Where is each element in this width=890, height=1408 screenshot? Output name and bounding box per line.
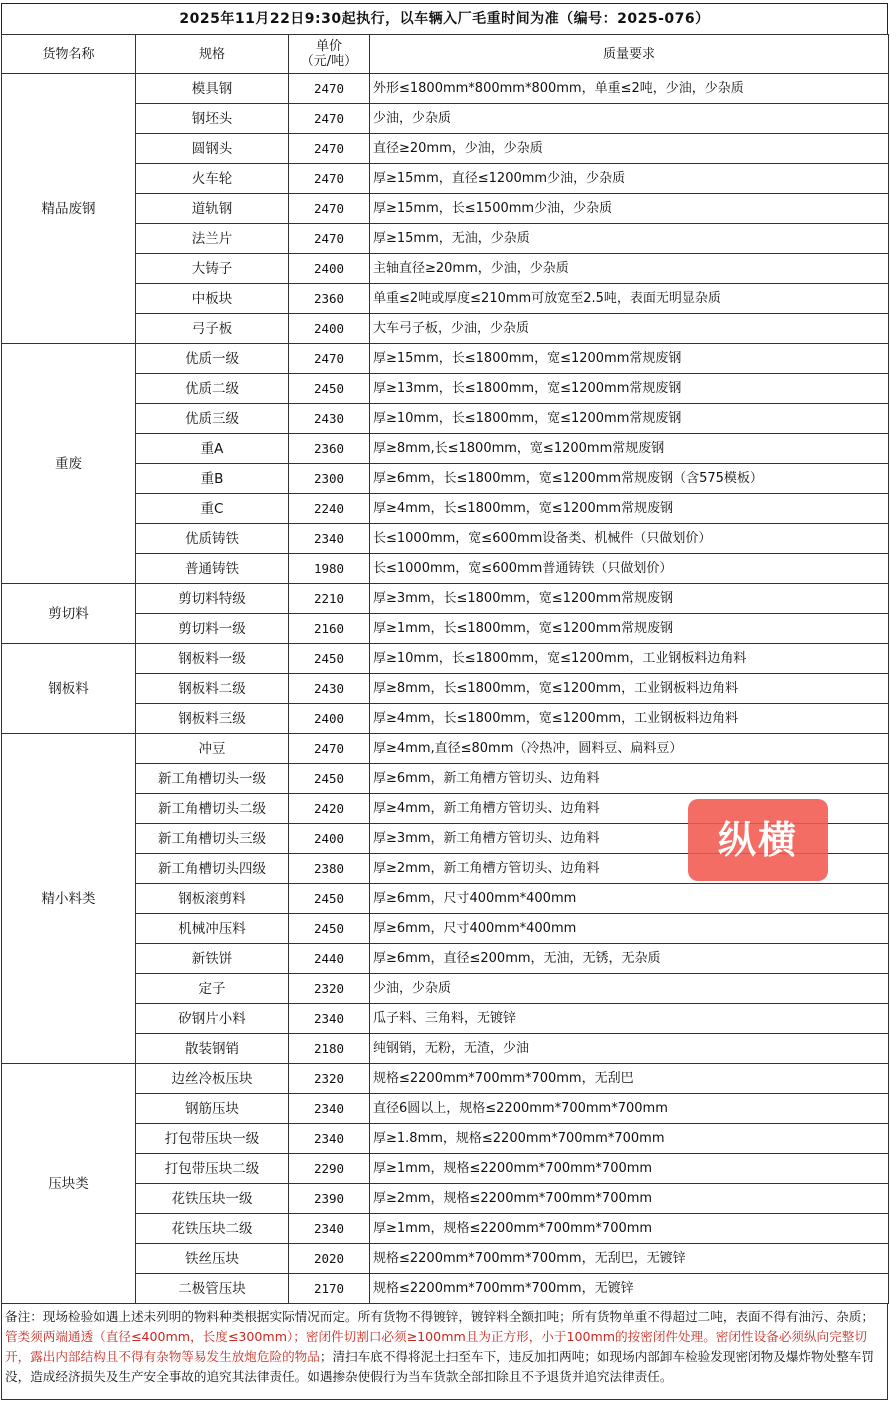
quality-cell: 长≤1000mm，宽≤600mm普通铸铁（只做划价） [370,554,889,584]
spec-cell: 优质二级 [136,374,289,404]
table-row [2,134,889,164]
price-cell: 2400 [289,704,370,734]
spec-cell: 钢坯头 [136,104,289,134]
quality-cell: 厚≥8mm，长≤1800mm，宽≤1200mm，工业钢板料边角料 [370,674,889,704]
category-cell: 精品废钢 [2,74,136,344]
price-cell: 2320 [289,1064,370,1094]
spec-cell: 矽钢片小料 [136,1004,289,1034]
spec-cell: 优质一级 [136,344,289,374]
quality-cell: 厚≥4mm,直径≤80mm（冷热冲，圆料豆、扁料豆） [370,734,889,764]
spec-cell: 剪切料一级 [136,614,289,644]
price-cell: 2440 [289,944,370,974]
spec-cell: 打包带压块一级 [136,1124,289,1154]
spec-cell: 新铁饼 [136,944,289,974]
table-row [2,884,889,914]
footnote-warning: 管类须两端通透（直径≤400mm，长度≤300mm）；密闭件切割口必须≥100mm且为正方形，小于100mm的按密闭件处理。密闭性设备必须纵向完整切开，露出内部结构且不得有杂物等易发生放炮危险的物品 [5,1329,867,1364]
table-row [2,434,889,464]
price-cell: 2470 [289,104,370,134]
spec-cell: 大铸子 [136,254,289,284]
spec-cell: 圆钢头 [136,134,289,164]
price-cell: 2450 [289,884,370,914]
price-cell: 2470 [289,164,370,194]
spec-cell: 重A [136,434,289,464]
price-cell: 2470 [289,224,370,254]
price-cell: 2340 [289,1214,370,1244]
table-row [2,1274,889,1304]
table-row [2,344,889,374]
price-cell: 2430 [289,674,370,704]
quality-cell: 厚≥15mm，直径≤1200mm少油，少杂质 [370,164,889,194]
category-cell: 精小料类 [2,734,136,1064]
table-row [2,974,889,1004]
price-cell: 2340 [289,1094,370,1124]
quality-cell: 厚≥1mm，规格≤2200mm*700mm*700mm [370,1154,889,1184]
quality-cell: 厚≥15mm，长≤1800mm，宽≤1200mm常规废钢 [370,344,889,374]
quality-cell: 厚≥1mm，长≤1800mm，宽≤1200mm常规废钢 [370,614,889,644]
table-row [2,644,889,674]
category-cell: 重废 [2,344,136,584]
quality-cell: 厚≥6mm，尺寸400mm*400mm [370,914,889,944]
quality-cell: 少油，少杂质 [370,104,889,134]
table-row [2,674,889,704]
price-cell: 2400 [289,314,370,344]
table-row [2,164,889,194]
spec-cell: 普通铸铁 [136,554,289,584]
spec-cell: 边丝冷板压块 [136,1064,289,1094]
quality-cell: 直径≥20mm，少油，少杂质 [370,134,889,164]
quality-cell: 主轴直径≥20mm，少油，少杂质 [370,254,889,284]
spec-cell: 钢板料一级 [136,644,289,674]
header-category: 货物名称 [2,35,136,74]
spec-cell: 花铁压块二级 [136,1214,289,1244]
price-cell: 2240 [289,494,370,524]
table-row [2,1154,889,1184]
watermark-badge: 纵横 [688,799,828,881]
quality-cell: 外形≤1800mm*800mm*800mm，单重≤2吨，少油，少杂质 [370,74,889,104]
table-row [2,944,889,974]
quality-cell: 厚≥10mm，长≤1800mm，宽≤1200mm常规废钢 [370,404,889,434]
table-row [2,254,889,284]
category-cell: 剪切料 [2,584,136,644]
price-cell: 2380 [289,854,370,884]
price-cell: 2390 [289,1184,370,1214]
spec-cell: 重B [136,464,289,494]
table-row [2,1034,889,1064]
quality-cell: 厚≥1mm，规格≤2200mm*700mm*700mm [370,1214,889,1244]
quality-cell: 厚≥4mm，新工角槽方管切头、边角料 [370,794,889,824]
spec-cell: 剪切料特级 [136,584,289,614]
table-row [2,554,889,584]
table-row [2,1244,889,1274]
spec-cell: 散装钢销 [136,1034,289,1064]
price-cell: 2360 [289,284,370,314]
sheet-title: 2025年11月22日9:30起执行，以车辆入厂毛重时间为准（编号：2025-076） [1,3,888,34]
table-row [2,1184,889,1214]
quality-cell: 厚≥15mm，长≤1500mm少油，少杂质 [370,194,889,224]
quality-cell: 规格≤2200mm*700mm*700mm，无镀锌 [370,1274,889,1304]
price-cell: 2340 [289,1004,370,1034]
table-header-row [2,35,889,74]
header-price [289,35,370,74]
table-row [2,584,889,614]
quality-cell: 厚≥13mm，长≤1800mm，宽≤1200mm常规废钢 [370,374,889,404]
header-price-line2: （元/吨） [300,54,358,69]
quality-cell: 瓜子料、三角料，无镀锌 [370,1004,889,1034]
quality-cell: 厚≥4mm，长≤1800mm，宽≤1200mm，工业钢板料边角料 [370,704,889,734]
quality-cell: 厚≥6mm，长≤1800mm，宽≤1200mm常规废钢（含575模板） [370,464,889,494]
price-cell: 2210 [289,584,370,614]
price-cell: 2470 [289,134,370,164]
price-cell: 2470 [289,344,370,374]
spec-cell: 新工角槽切头四级 [136,854,289,884]
table-row [2,1004,889,1034]
quality-cell: 厚≥6mm，尺寸400mm*400mm [370,884,889,914]
footnote-text: 备注：现场检验如遇上述未列明的物料种类根据实际情况而定。所有货物不得镀锌，镀锌料全额扣吨；所有货物单重不得超过二吨，表面不得有油污、杂质； [5,1309,874,1324]
spec-cell: 模具钢 [136,74,289,104]
table-row [2,494,889,524]
spec-cell: 钢板料三级 [136,704,289,734]
quality-cell: 厚≥8mm,长≤1800mm，宽≤1200mm常规废钢 [370,434,889,464]
table-row [2,1094,889,1124]
spec-cell: 机械冲压料 [136,914,289,944]
price-cell: 2300 [289,464,370,494]
spec-cell: 重C [136,494,289,524]
table-row [2,1214,889,1244]
table-row [2,104,889,134]
table-row [2,1064,889,1094]
quality-cell: 长≤1000mm，宽≤600mm设备类、机械件（只做划价） [370,524,889,554]
price-cell: 2450 [289,914,370,944]
spec-cell: 钢筋压块 [136,1094,289,1124]
price-cell: 2170 [289,1274,370,1304]
spec-cell: 火车轮 [136,164,289,194]
price-cell: 2430 [289,404,370,434]
price-cell: 2470 [289,194,370,224]
spec-cell: 定子 [136,974,289,1004]
price-cell: 2290 [289,1154,370,1184]
price-cell: 2470 [289,74,370,104]
table-row [2,764,889,794]
price-cell: 2020 [289,1244,370,1274]
category-cell: 压块类 [2,1064,136,1304]
price-cell: 1980 [289,554,370,584]
spec-cell: 钢板滚剪料 [136,884,289,914]
spec-cell: 新工角槽切头二级 [136,794,289,824]
table-row [2,404,889,434]
spec-cell: 花铁压块一级 [136,1184,289,1214]
table-row [2,524,889,554]
spec-cell: 打包带压块二级 [136,1154,289,1184]
table-row [2,914,889,944]
spec-cell: 二极管压块 [136,1274,289,1304]
quality-cell: 厚≥2mm，规格≤2200mm*700mm*700mm [370,1184,889,1214]
price-cell: 2360 [289,434,370,464]
price-cell: 2420 [289,794,370,824]
price-cell: 2340 [289,524,370,554]
spec-cell: 冲豆 [136,734,289,764]
spec-cell: 新工角槽切头一级 [136,764,289,794]
price-cell: 2400 [289,254,370,284]
table-row [2,74,889,104]
price-cell: 2180 [289,1034,370,1064]
price-cell: 2340 [289,1124,370,1154]
spec-cell: 中板块 [136,284,289,314]
price-table [1,34,889,1304]
spec-cell: 弓子板 [136,314,289,344]
quality-cell: 厚≥4mm，长≤1800mm，宽≤1200mm常规废钢 [370,494,889,524]
quality-cell: 厚≥6mm，新工角槽方管切头、边角料 [370,764,889,794]
spec-cell: 法兰片 [136,224,289,254]
footnote-text-end: ；清扫车底不得将泥土扫至车下，违反加扣两吨；如现场内部卸车检验发现密闭物及爆炸物处整车罚没，造成经济损失及生产安全事故的追究其法律责任。如遇掺杂使假行为当车货款全部扣除且不予退货并追究法律责任。 [5,1349,874,1384]
table-row [2,314,889,344]
price-cell: 2320 [289,974,370,1004]
spec-cell: 钢板料二级 [136,674,289,704]
price-cell: 2160 [289,614,370,644]
quality-cell: 直径6圆以上，规格≤2200mm*700mm*700mm [370,1094,889,1124]
table-row [2,374,889,404]
price-sheet [1,3,888,1400]
spec-cell: 新工角槽切头三级 [136,824,289,854]
price-cell: 2450 [289,644,370,674]
quality-cell: 单重≤2吨或厚度≤210mm可放宽至2.5吨，表面无明显杂质 [370,284,889,314]
spec-cell: 铁丝压块 [136,1244,289,1274]
table-row [2,614,889,644]
quality-cell: 厚≥2mm，新工角槽方管切头、边角料 [370,854,889,884]
quality-cell: 厚≥10mm，长≤1800mm，宽≤1200mm，工业钢板料边角料 [370,644,889,674]
table-row [2,194,889,224]
quality-cell: 规格≤2200mm*700mm*700mm，无刮巴，无镀锌 [370,1244,889,1274]
category-cell: 钢板料 [2,644,136,734]
table-row [2,464,889,494]
header-spec: 规格 [136,35,289,74]
spec-cell: 优质铸铁 [136,524,289,554]
header-quality: 质量要求 [370,35,889,74]
table-row [2,284,889,314]
table-row [2,704,889,734]
table-row [2,224,889,254]
table-row [2,734,889,764]
price-cell: 2450 [289,764,370,794]
quality-cell: 少油，少杂质 [370,974,889,1004]
price-cell: 2470 [289,734,370,764]
quality-cell: 规格≤2200mm*700mm*700mm，无刮巴 [370,1064,889,1094]
quality-cell: 厚≥15mm，无油，少杂质 [370,224,889,254]
quality-cell: 厚≥3mm，长≤1800mm，宽≤1200mm常规废钢 [370,584,889,614]
price-table-body [2,35,889,1304]
quality-cell: 纯钢销，无粉，无渣，少油 [370,1034,889,1064]
table-row [2,1124,889,1154]
quality-cell: 大车弓子板，少油，少杂质 [370,314,889,344]
price-cell: 2400 [289,824,370,854]
footnote [1,1304,888,1400]
spec-cell: 优质三级 [136,404,289,434]
quality-cell: 厚≥1.8mm，规格≤2200mm*700mm*700mm [370,1124,889,1154]
quality-cell: 厚≥3mm，新工角槽方管切头、边角料 [370,824,889,854]
header-price-line1: 单价 [315,39,342,54]
quality-cell: 厚≥6mm，直径≤200mm，无油，无锈，无杂质 [370,944,889,974]
price-cell: 2450 [289,374,370,404]
spec-cell: 道轨钢 [136,194,289,224]
